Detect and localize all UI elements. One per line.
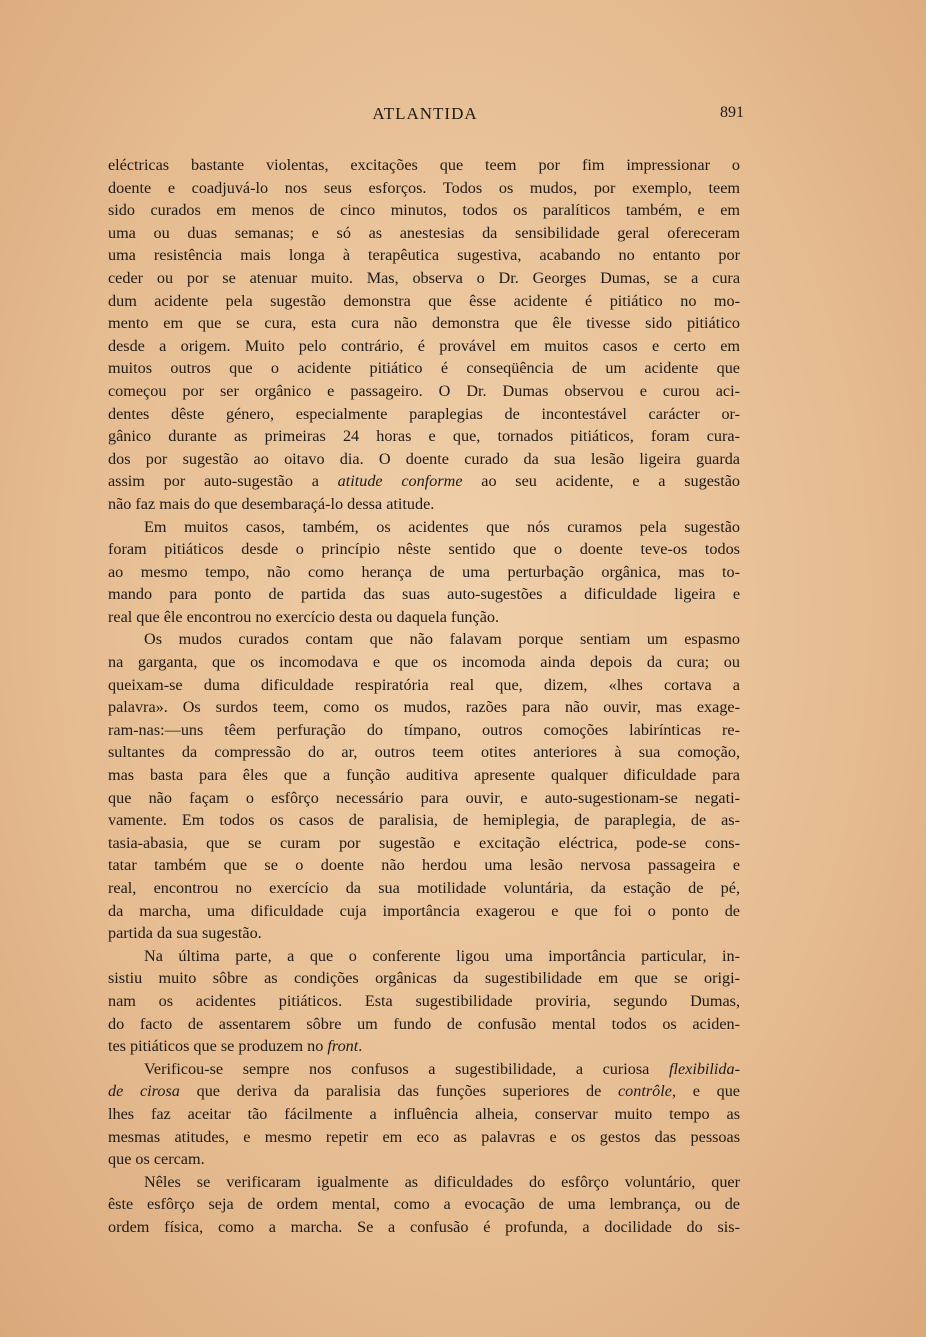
text-span: êste esfôrço seja de ordem mental, como a evocação de uma lembrança, ou de	[108, 1195, 740, 1214]
text-span: da marcha, uma dificuldade cuja importância exagerou e que foi o ponto de	[108, 901, 740, 920]
text-line	[108, 719, 740, 742]
text-line	[108, 199, 740, 222]
text-span: dos por sugestão ao oitavo dia. O doente curado da sua lesão ligeira guarda	[108, 449, 740, 468]
body-text	[108, 154, 740, 1239]
text-line	[108, 651, 740, 674]
emphasis-text: atitude conforme	[337, 472, 463, 491]
text-span: vamente. Em todos os casos de paralisia, de hemiplegia, de paraplegia, de as-	[108, 811, 740, 830]
text-line	[108, 1080, 740, 1103]
text-span: partida da sua sugestão.	[108, 924, 262, 943]
text-span: sistiu muito sôbre as condições orgânicas da sugestibilidade em que se origi-	[108, 969, 740, 988]
text-line	[108, 922, 740, 945]
text-line	[108, 583, 740, 606]
text-line	[108, 267, 740, 290]
text-span: que deriva da paralisia das funções superiores de	[179, 1082, 618, 1101]
text-line	[108, 628, 740, 651]
text-span: dum acidente pela sugestão demonstra que êsse acidente é pitiático no mo-	[108, 291, 740, 310]
text-span: , e que	[671, 1082, 740, 1101]
text-line	[108, 312, 740, 335]
text-span: muitos outros que o acidente pitiático é conseqüência de um acidente que	[108, 359, 740, 378]
text-span: Os mudos curados contam que não falavam porque sentiam um espasmo	[144, 630, 740, 649]
text-span: uma resistência mais longa à terapêutica sugestiva, acabando no entanto por	[108, 246, 740, 265]
text-span: foram pitiáticos desde o princípio nêste sentido que o doente teve-os todos	[108, 540, 740, 559]
text-span: tes pitiáticos que se produzem no	[108, 1037, 328, 1056]
text-line	[108, 380, 740, 403]
text-span: não faz mais do que desembaraçá-lo dessa atitude.	[108, 494, 435, 513]
text-line	[108, 990, 740, 1013]
text-span: mando para ponto de partida das suas auto-sugestões a dificuldade ligeira e	[108, 585, 740, 604]
text-line	[108, 1035, 740, 1058]
page-number: 891	[720, 104, 744, 121]
text-line	[108, 1013, 740, 1036]
text-span: na garganta, que os incomodava e que os incomoda ainda depois da cura; ou	[108, 653, 740, 672]
text-span: ram-nas:—uns têem perfuração do tímpano, outros comoções labirínticas re-	[108, 720, 740, 739]
text-line	[108, 809, 740, 832]
text-span: tasia-abasia, que se curam por sugestão e excitação eléctrica, pode-se cons-	[108, 833, 740, 852]
text-line	[108, 1171, 740, 1194]
text-line	[108, 854, 740, 877]
text-line	[108, 877, 740, 900]
text-line	[108, 448, 740, 471]
text-span: que não façam o esfôrço necessário para ouvir, e auto-sugestionam-se negati-	[108, 788, 740, 807]
text-span: dentes dêste género, especialmente paraplegias de incontestável carácter or-	[108, 404, 740, 423]
text-span: real, encontrou no exercício da sua motilidade voluntária, da estação de pé,	[108, 879, 740, 897]
text-line	[108, 154, 740, 177]
text-line	[108, 222, 740, 245]
emphasis-text: front	[327, 1037, 359, 1056]
text-line	[108, 787, 740, 810]
text-span: uma ou duas semanas; e só as anestesias da sensibilidade geral ofereceram	[108, 223, 740, 242]
text-span: ao seu acidente, e a sugestão	[462, 472, 740, 491]
text-span: eléctricas bastante violentas, excitações que teem por fim impressionar o	[108, 156, 740, 174]
text-line	[108, 1193, 740, 1216]
text-span: tatar também que se o doente não herdou uma lesão nervosa passageira e	[108, 856, 740, 875]
text-span: Em muitos casos, também, os acidentes que nós curamos pela sugestão	[144, 517, 740, 536]
text-line	[108, 470, 740, 493]
text-span: .	[358, 1037, 363, 1056]
text-line	[108, 177, 740, 200]
text-line	[108, 945, 740, 968]
text-span: assim por auto-sugestão a	[108, 472, 338, 491]
text-line	[108, 696, 740, 719]
text-span: nam os acidentes pitiáticos. Esta sugestibilidade proviria, segundo Dumas,	[108, 991, 740, 1010]
text-span: mas basta para êles que a função auditiva apresente qualquer dificuldade para	[108, 766, 740, 785]
running-head	[0, 104, 926, 128]
text-line	[108, 764, 740, 787]
text-span: sido curados em menos de cinco minutos, todos os paralíticos também, e em	[108, 201, 740, 220]
text-line	[108, 244, 740, 267]
text-span: mesmas atitudes, e mesmo repetir em eco as palavras e os gestos das pessoas	[108, 1127, 740, 1146]
text-line	[108, 1058, 740, 1081]
text-line	[108, 967, 740, 990]
text-span: ao mesmo tempo, não como herança de uma perturbação orgânica, mas to-	[108, 562, 740, 581]
journal-title: ATLANTIDA	[372, 104, 478, 123]
text-span: real que êle encontrou no exercício desta ou daquela função.	[108, 607, 500, 626]
text-span: ordem física, como a marcha. Se a confusão é profunda, a docilidade do sis-	[108, 1217, 740, 1236]
text-span: mento em que se cura, esta cura não demonstra que êle tivesse sido pitiático	[108, 314, 740, 333]
text-line	[108, 357, 740, 380]
text-span: lhes faz aceitar tão fácilmente a influência alheia, conservar muito tempo as	[108, 1104, 740, 1123]
text-line	[108, 403, 740, 426]
text-span: desde a origem. Muito pelo contrário, é provável em muitos casos e certo em	[108, 336, 740, 355]
text-span: palavra». Os surdos teem, como os mudos, razões para não ouvir, mas exage-	[108, 698, 740, 717]
text-span: sultantes da compressão do ar, outros teem otites anteriores à sua comoção,	[108, 743, 740, 762]
text-line	[108, 425, 740, 448]
text-span: começou por ser orgânico e passageiro. O Dr. Dumas observou e curou aci-	[108, 381, 740, 400]
text-line	[108, 335, 740, 358]
text-span: que os cercam.	[108, 1150, 205, 1169]
text-line	[108, 290, 740, 313]
text-line	[108, 538, 740, 561]
emphasis-text: de cirosa	[108, 1082, 180, 1101]
text-line	[108, 741, 740, 764]
text-line	[108, 1148, 740, 1171]
text-span: queixam-se duma dificuldade respiratória real que, dizem, «lhes cortava a	[108, 675, 740, 694]
text-line	[108, 606, 740, 629]
text-span: Nêles se verificaram igualmente as dificuldades do esfôrço voluntário, quer	[144, 1172, 740, 1191]
text-span: Verificou-se sempre nos confusos a sugestibilidade, a curiosa	[144, 1059, 669, 1078]
text-span: do facto de assentarem sôbre um fundo de confusão mental todos os aciden-	[108, 1014, 740, 1033]
text-line	[108, 516, 740, 539]
text-line	[108, 900, 740, 923]
text-line	[108, 832, 740, 855]
text-line	[108, 1216, 740, 1239]
text-span: Na última parte, a que o conferente ligou uma importância particular, in-	[144, 946, 740, 965]
text-line	[108, 493, 740, 516]
text-span: doente e coadjuvá-lo nos seus esforços. Todos os mudos, por exemplo, teem	[108, 178, 740, 197]
text-span: ceder ou por se atenuar muito. Mas, observa o Dr. Georges Dumas, se a cura	[108, 268, 740, 287]
text-line	[108, 561, 740, 584]
text-line	[108, 1103, 740, 1126]
text-line	[108, 1126, 740, 1149]
text-line	[108, 674, 740, 697]
emphasis-text: flexibilida-	[668, 1059, 740, 1078]
text-span: gânico durante as primeiras 24 horas e que, tornados pitiáticos, foram cura-	[108, 427, 740, 446]
emphasis-text: contrôle	[618, 1082, 672, 1101]
